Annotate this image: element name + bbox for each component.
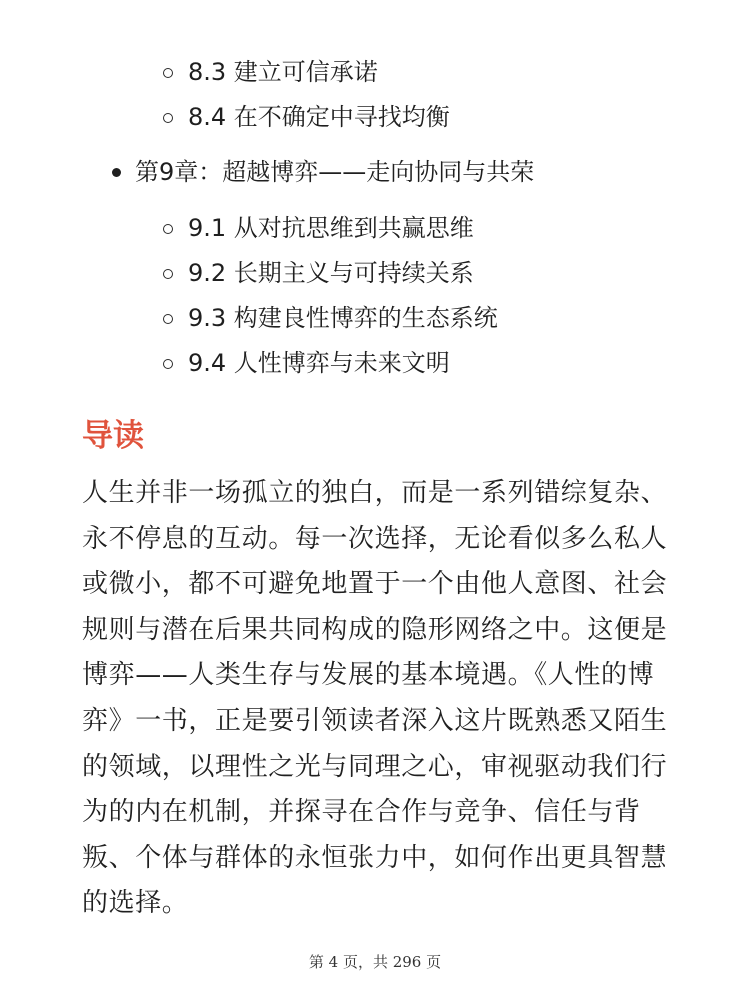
toc-sublist-chapter8 (0, 50, 750, 140)
hollow-circle-bullet-icon (163, 314, 173, 324)
toc-subitem (0, 95, 750, 140)
toc-subitem (0, 341, 750, 386)
toc-subitem (0, 296, 750, 341)
toc-subitem (0, 206, 750, 251)
filled-disc-bullet-icon (112, 168, 121, 177)
hollow-circle-bullet-icon (163, 113, 173, 123)
toc-subitem-label: 9.3 构建良性博弈的生态系统 (188, 304, 498, 332)
intro-paragraph: 人生并非一场孤立的独白，而是一系列错综复杂、永不停息的互动。每一次选择，无论看似多么私人或微小，都不可避免地置于一个由他人意图、社会规则与潜在后果共同构成的隐形网络之中。这便是博弈——人类生存与发展的基本境遇。《人性的博弈》一书，正是要引领读者深入这片既熟悉又陌生的领域，以理性之光与同理之心，审视驱动我们行为的内在机制，并探寻在合作与竞争、信任与背叛、个体与群体的永恒张力中，如何作出更具智慧的选择。 (82, 478, 668, 919)
page-number-footer: 第 4 页，共 296 页 (308, 953, 442, 971)
hollow-circle-bullet-icon (163, 224, 173, 234)
toc-subitem (0, 251, 750, 296)
toc-chapter-list (0, 148, 750, 196)
section-heading: 导读 (82, 418, 144, 454)
toc-sublist-chapter9 (0, 206, 750, 386)
hollow-circle-bullet-icon (163, 359, 173, 369)
toc-subitem (0, 50, 750, 95)
hollow-circle-bullet-icon (163, 269, 173, 279)
toc-subitem-label: 8.3 建立可信承诺 (188, 58, 378, 86)
toc-subitem-label: 9.1 从对抗思维到共赢思维 (188, 214, 474, 242)
toc-subitem-label: 9.4 人性博弈与未来文明 (188, 349, 450, 377)
toc-chapter-label: 第9章：超越博弈——走向协同与共荣 (135, 158, 535, 186)
toc-chapter-item (0, 148, 750, 196)
toc-subitem-label: 9.2 长期主义与可持续关系 (188, 259, 474, 287)
toc-subitem-label: 8.4 在不确定中寻找均衡 (188, 103, 450, 131)
hollow-circle-bullet-icon (163, 68, 173, 78)
